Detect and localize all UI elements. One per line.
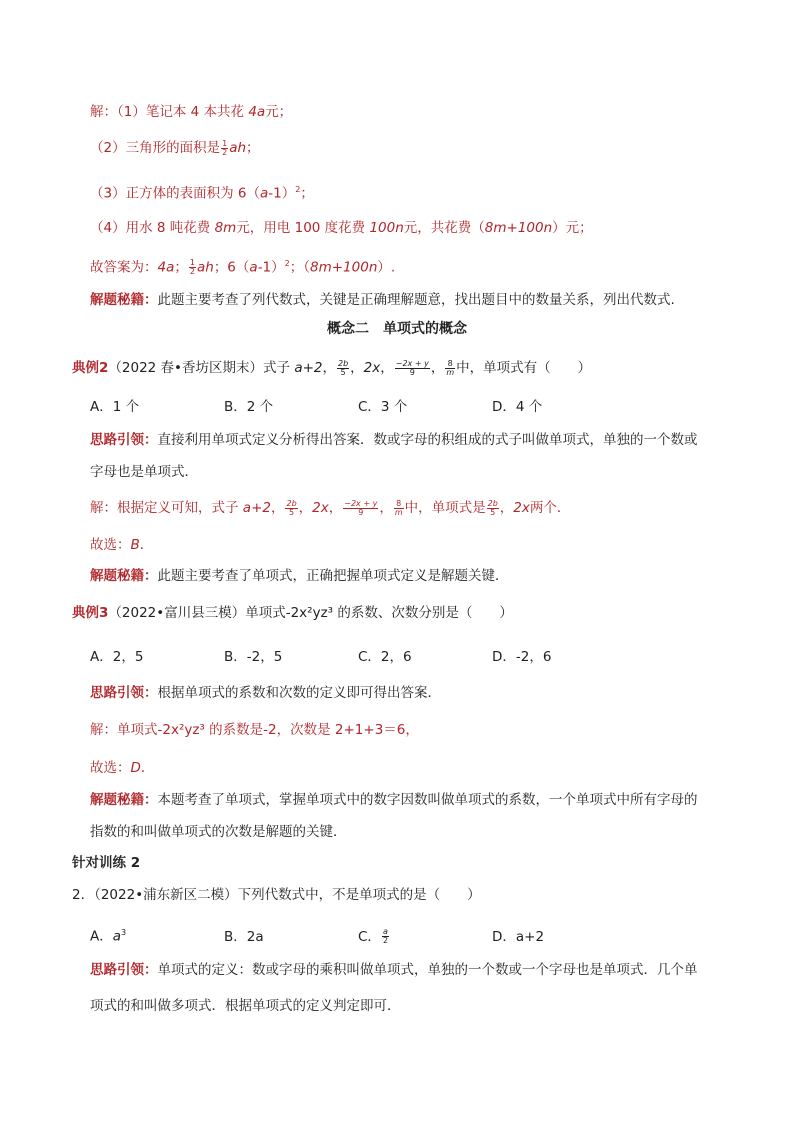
practice-hint-2 (90, 996, 734, 1016)
frac-den: 9 (358, 507, 364, 517)
option-a (90, 923, 224, 947)
frac-den: 2 (189, 267, 195, 276)
example-label: 典例2 (72, 360, 109, 376)
hint-label: 思路引领： (90, 962, 158, 978)
text: -1） (268, 185, 296, 202)
text: 中，单项式有（ ） (456, 360, 592, 376)
frac-den: 2 (382, 936, 389, 945)
example2-question: 典例2（2022 春•香坊区期末）式子 a+2， $\frac{2b}{5}$ ，2x， $\frac{-2x + y}{9}$ ， $\frac{8}{m}$ 中，单项式有（ ） (72, 358, 592, 377)
text: ， (405, 722, 419, 738)
text: ）. (377, 259, 396, 276)
example3-tip-1 (90, 790, 734, 810)
text: 元，共花费（ (403, 220, 485, 236)
solution-line-2 (90, 138, 734, 158)
practice-question (72, 885, 734, 905)
example2-solution: 解：根据定义可知，式子 a+2， $\frac{2b}{5}$ ，2x， $\frac{-2x + y}{9}$ ， $\frac{8}{m}$ 中，单项式是 $\frac{2b}{5}$ ，2x两个． (90, 498, 571, 517)
exponent: 3 (121, 928, 127, 937)
math: 2+1+3＝6 (334, 722, 406, 738)
text: 故选： (90, 537, 131, 553)
fraction (221, 140, 228, 157)
text: ； (300, 185, 314, 202)
hint-label: 思路引领： (90, 432, 158, 448)
frac-num: −2x + y (344, 498, 378, 508)
text: （2022•富川县三模）单项式-2x²yz³ 的系数、次数分别是（ ） (108, 605, 513, 621)
fraction (382, 928, 389, 945)
frac-num: 2b (487, 498, 498, 508)
text: ；6（ (213, 259, 250, 276)
hint-label: 思路引领： (90, 685, 158, 701)
frac-num: 2b (338, 358, 349, 368)
example3-choice (90, 758, 734, 778)
math: 2x (363, 360, 381, 376)
practice-hint-1 (90, 960, 734, 980)
frac-num: 2b (286, 498, 297, 508)
text: ）元； (552, 220, 593, 236)
option-d: D．a+2 (492, 928, 545, 945)
math: 8m (214, 220, 237, 236)
frac-num: 1 (222, 138, 228, 148)
text: 解：单项式-2x²yz³ 的系数是-2，次数是 (90, 722, 335, 738)
chosen-option: D (130, 760, 141, 776)
frac-num: 1 (189, 258, 195, 267)
example3-tip-2 (90, 822, 734, 842)
math: 4a (157, 259, 175, 276)
text: 故答案为： (90, 259, 158, 276)
math: 2x (312, 500, 329, 516)
tip-text: 本题考查了单项式，掌握单项式中的数字因数叫做单项式的系数，一个单项式中所有字母的 (157, 792, 698, 808)
section-title: 概念二 单项式的概念 (327, 321, 467, 337)
fraction (343, 500, 378, 517)
frac-den: 5 (289, 507, 295, 517)
fraction (285, 500, 297, 517)
tip-text: 指数的和叫做单项式的次数是解题的关键． (90, 824, 347, 840)
fraction (487, 500, 499, 517)
math: 4a (248, 104, 266, 120)
fraction (337, 360, 349, 377)
option-a: A．1 个 (90, 399, 140, 415)
fraction (395, 360, 430, 377)
math: a (259, 185, 269, 202)
math: a+2 (294, 360, 323, 376)
solution-line-3 (90, 180, 734, 204)
text: 故选： (90, 760, 131, 776)
frac-den: m (394, 507, 403, 517)
example2-hint-1 (90, 430, 734, 450)
text: 两个． (529, 500, 571, 516)
option-a: A．2，5 (90, 649, 144, 665)
tip-label: 解题秘籍： (90, 568, 158, 584)
text: 2．（2022•浦东新区二模）下列代数式中，不是单项式的是（ ） (72, 887, 481, 903)
frac-num: 8 (394, 500, 404, 509)
frac-den: 9 (409, 367, 415, 377)
text: A． (90, 928, 113, 945)
example3-hint (90, 683, 734, 703)
text: 中，单项式是 (404, 500, 486, 516)
text: （3）正方体的表面积为 6（ (90, 185, 260, 202)
practice-heading: 针对训练 2 (72, 855, 141, 871)
fraction (394, 500, 404, 517)
example2-choice (90, 535, 734, 555)
text: ． (139, 537, 154, 553)
math: ah (196, 259, 214, 276)
tip-text: 此题主要考查了单项式，正确把握单项式定义是解题关键． (157, 568, 509, 584)
text: （2）三角形的面积是 (90, 140, 221, 156)
example2-tip (90, 566, 734, 586)
hint-text: 单项式的定义：数或字母的乘积叫做单项式，单独的一个数或一个字母也是单项式．几个单 (157, 962, 698, 978)
tip-line-1 (90, 290, 734, 310)
hint-text: 字母也是单项式． (90, 464, 198, 480)
frac-den: 5 (490, 507, 496, 517)
text: ；（ (289, 259, 310, 276)
chosen-option: B (130, 537, 140, 553)
option-b: B．2a (224, 928, 264, 945)
fraction (189, 259, 196, 276)
hint-text: 直接利用单项式定义分析得出答案．数或字母的积组成的式子叫做单项式，单独的一个数或 (157, 432, 698, 448)
text: （2022 春•香坊区期末）式子 (108, 360, 295, 376)
fraction (445, 360, 455, 377)
tip-text: 此题主要考查了列代数式，关键是正确理解题意，找出题目中的数量关系，列出代数式. (157, 292, 675, 308)
math: a (249, 259, 258, 276)
frac-num: a (383, 927, 388, 936)
answer-line (90, 254, 734, 278)
tip-label: 解题秘籍： (90, 792, 158, 808)
text: 解：（1）笔记本 4 本共花 (90, 104, 249, 120)
practice-options (90, 923, 734, 947)
solution-line-4 (90, 218, 734, 238)
text: （4）用水 8 吨花费 (90, 220, 215, 236)
example3-solution (90, 720, 734, 740)
text: ． (140, 760, 155, 776)
hint-text: 项式的和叫做多项式．根据单项式的定义判定即可． (90, 998, 401, 1014)
frac-den: 2 (222, 147, 228, 157)
example3-options (90, 647, 734, 667)
text: 元； (265, 104, 293, 120)
math: 8m+100n (484, 220, 553, 236)
example-label: 典例3 (72, 605, 109, 621)
solution-line-1 (90, 102, 734, 122)
tip-label: 解题秘籍： (90, 292, 158, 308)
text: C． (358, 928, 381, 945)
math: 100n (369, 220, 404, 236)
math: 8m+100n (310, 259, 378, 276)
option-c: C．2，6 (358, 649, 412, 665)
option-c (358, 927, 492, 947)
math: ah (229, 140, 247, 156)
text: ； (174, 259, 188, 276)
exponent: 2 (284, 259, 290, 268)
math: 2x (513, 500, 530, 516)
example2-options (90, 397, 734, 417)
option-b: B．-2，5 (224, 649, 283, 665)
text: 元，用电 100 度花费 (236, 220, 370, 236)
frac-num: 8 (445, 360, 455, 369)
text: ； (246, 140, 260, 156)
math: a+2 (242, 500, 271, 516)
frac-den: 5 (340, 367, 346, 377)
option-d: D．-2，6 (492, 649, 552, 665)
hint-text: 根据单项式的系数和次数的定义即可得出答案． (157, 685, 441, 701)
example2-hint-2 (90, 462, 734, 482)
frac-den: m (446, 367, 455, 377)
text: 解：根据定义可知，式子 (90, 500, 243, 516)
option-c: C．3 个 (358, 399, 408, 415)
option-b: B．2 个 (224, 399, 274, 415)
option-d: D．4 个 (492, 399, 543, 415)
example3-question (72, 603, 734, 623)
frac-num: −2x + y (395, 358, 429, 368)
math: a (112, 928, 122, 945)
exponent: 2 (295, 185, 301, 194)
text: -1） (257, 259, 285, 276)
